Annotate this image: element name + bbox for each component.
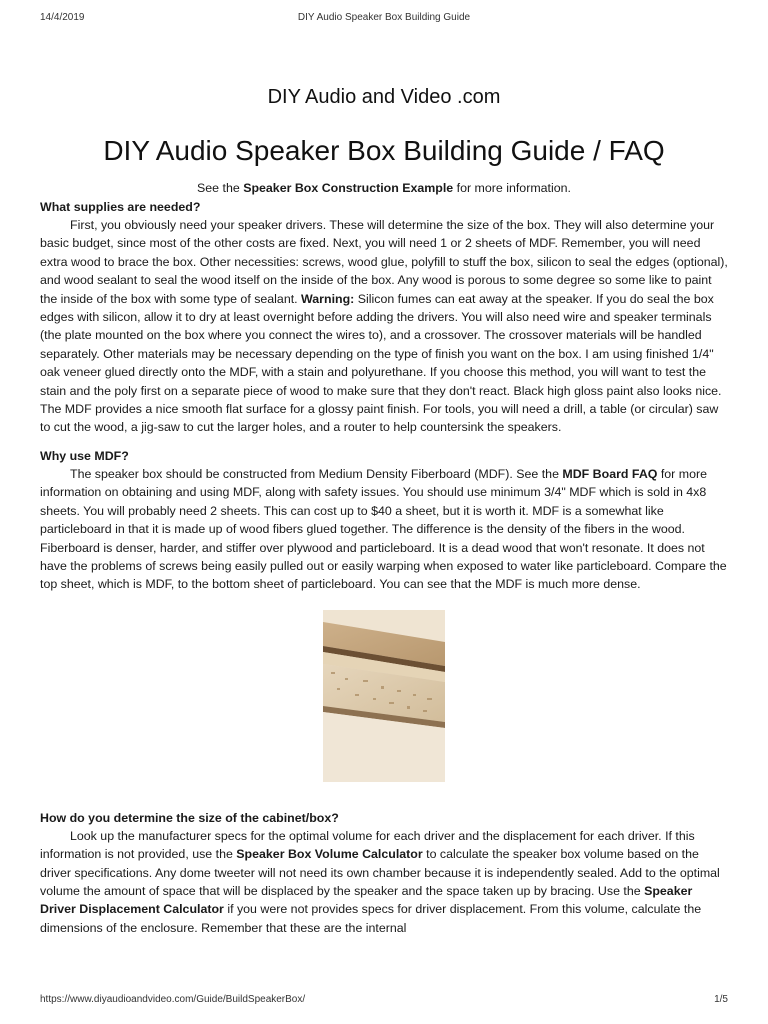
- print-header: [40, 12, 728, 26]
- print-document-title: DIY Audio Speaker Box Building Guide: [297, 12, 471, 23]
- mdf-vs-particleboard-photo: [323, 610, 445, 782]
- supplies-paragraph: [40, 216, 728, 437]
- supplies-text-1: First, you obviously need your speaker drivers. These will determine the size of the box. They will also determine your basic budget, since most of the other costs are fixed. Next, you will need 1 or 2 sheets of MDF. Remember, you will need extra wood to brace the box. Other necessities: screws, wood glue, polyfill to stuff the box, silicon to seal the edges (optional), and wood sealant to seal the wood itself on the inside of the box. Any wood is porous to some degree so some like to paint the inside of the box with some type of sealant.: [40, 218, 728, 306]
- page-number: 1/5: [714, 994, 728, 1005]
- volume-calculator-link[interactable]: Speaker Box Volume Calculator: [236, 847, 423, 862]
- mdf-particleboard-illustration: [323, 610, 445, 782]
- print-url: https://www.diyaudioandvideo.com/Guide/BuildSpeakerBox/: [40, 994, 306, 1005]
- intro-suffix: for more information.: [453, 181, 571, 195]
- page-title: DIY Audio Speaker Box Building Guide / FAQ: [103, 135, 665, 166]
- site-name[interactable]: DIY Audio and Video .com: [267, 86, 501, 108]
- section-heading-why-mdf: Why use MDF?: [40, 448, 129, 463]
- box-size-paragraph: [40, 827, 728, 937]
- print-footer: [40, 994, 728, 1008]
- section-heading-supplies: What supplies are needed?: [40, 200, 201, 214]
- box-size-text-1: Look up the manufacturer specs for the optimal volume for each driver and the displacement for each driver. If this information is not provided, use the: [40, 828, 695, 862]
- warning-label: Warning:: [301, 291, 355, 306]
- why-mdf-text-1: The speaker box should be constructed from Medium Density Fiberboard (MDF). See the: [70, 466, 563, 481]
- page-content: [40, 80, 728, 937]
- displacement-calculator-link[interactable]: Speaker Driver Displacement Calculator: [40, 883, 693, 917]
- box-size-text-3: if you were not provides specs for driver displacement. From this volume, calculate the dimensions of the enclosure. Remember that these are the internal: [40, 902, 702, 935]
- photo-container: [40, 610, 728, 787]
- supplies-text-2: Silicon fumes can eat away at the speaker. If you do seal the box edges with silicon, allow it to dry at least overnight before adding the drivers. You will also need wire and speaker terminals (the plate mounted on the box where you connect the wires to), and a crossover. The crossover materials will be handled separately. Other materials may be necessary depending on the type of finish you want on the box. I am using finished 1/4" oak veneer glued directly onto the MDF, with a stain and polyurethane. If you choose this method, you will want to test the stain and the poly first on a separate piece of wood to make sure that they don't react. Black high gloss paint also looks nice. The MDF provides a nice smooth flat surface for a glossy paint finish. For tools, you will need a drill, a table (or circular) saw to cut the wood, a jig-saw to cut the larger holes, and a router to help countersink the speakers.: [40, 291, 722, 435]
- intro-line: [40, 179, 728, 198]
- intro-prefix: See the: [197, 181, 244, 195]
- section-heading-box-size: How do you determine the size of the cabinet/box?: [40, 810, 339, 825]
- why-mdf-paragraph: [40, 465, 728, 594]
- print-date: 14/4/2019: [40, 12, 85, 23]
- box-size-text-2: to calculate the speaker box volume based on the driver specifications. Any dome tweeter will not need its own chamber because it is independently sealed. Add to the optimal volume the amount of space that will be displaced by the speaker and the space taken up by bracing. Use the: [40, 847, 720, 898]
- why-mdf-text-2: for more information on obtaining and using MDF, along with safety issues. You should use minimum 3/4" MDF which is sold in 4x8 sheets. You will probably need 2 sheets. This can cost up to $40 a sheet, but it is worth it. MDF is a somewhat like particleboard in that it is made up of wood fibers glued together. The difference is the density of the fibers in the wood. Fiberboard is denser, harder, and stiffer over plywood and particleboard. It is a dead wood that won't resonate. It does not have the problems of screws being easily pulled out or easily warping when exposed to water like particleboard. Compare the top sheet, which is MDF, to the bottom sheet of particleboard. You can see that the MDF is much more dense.: [40, 466, 727, 592]
- mdf-board-faq-link[interactable]: MDF Board FAQ: [562, 466, 658, 481]
- construction-example-link[interactable]: Speaker Box Construction Example: [243, 181, 454, 195]
